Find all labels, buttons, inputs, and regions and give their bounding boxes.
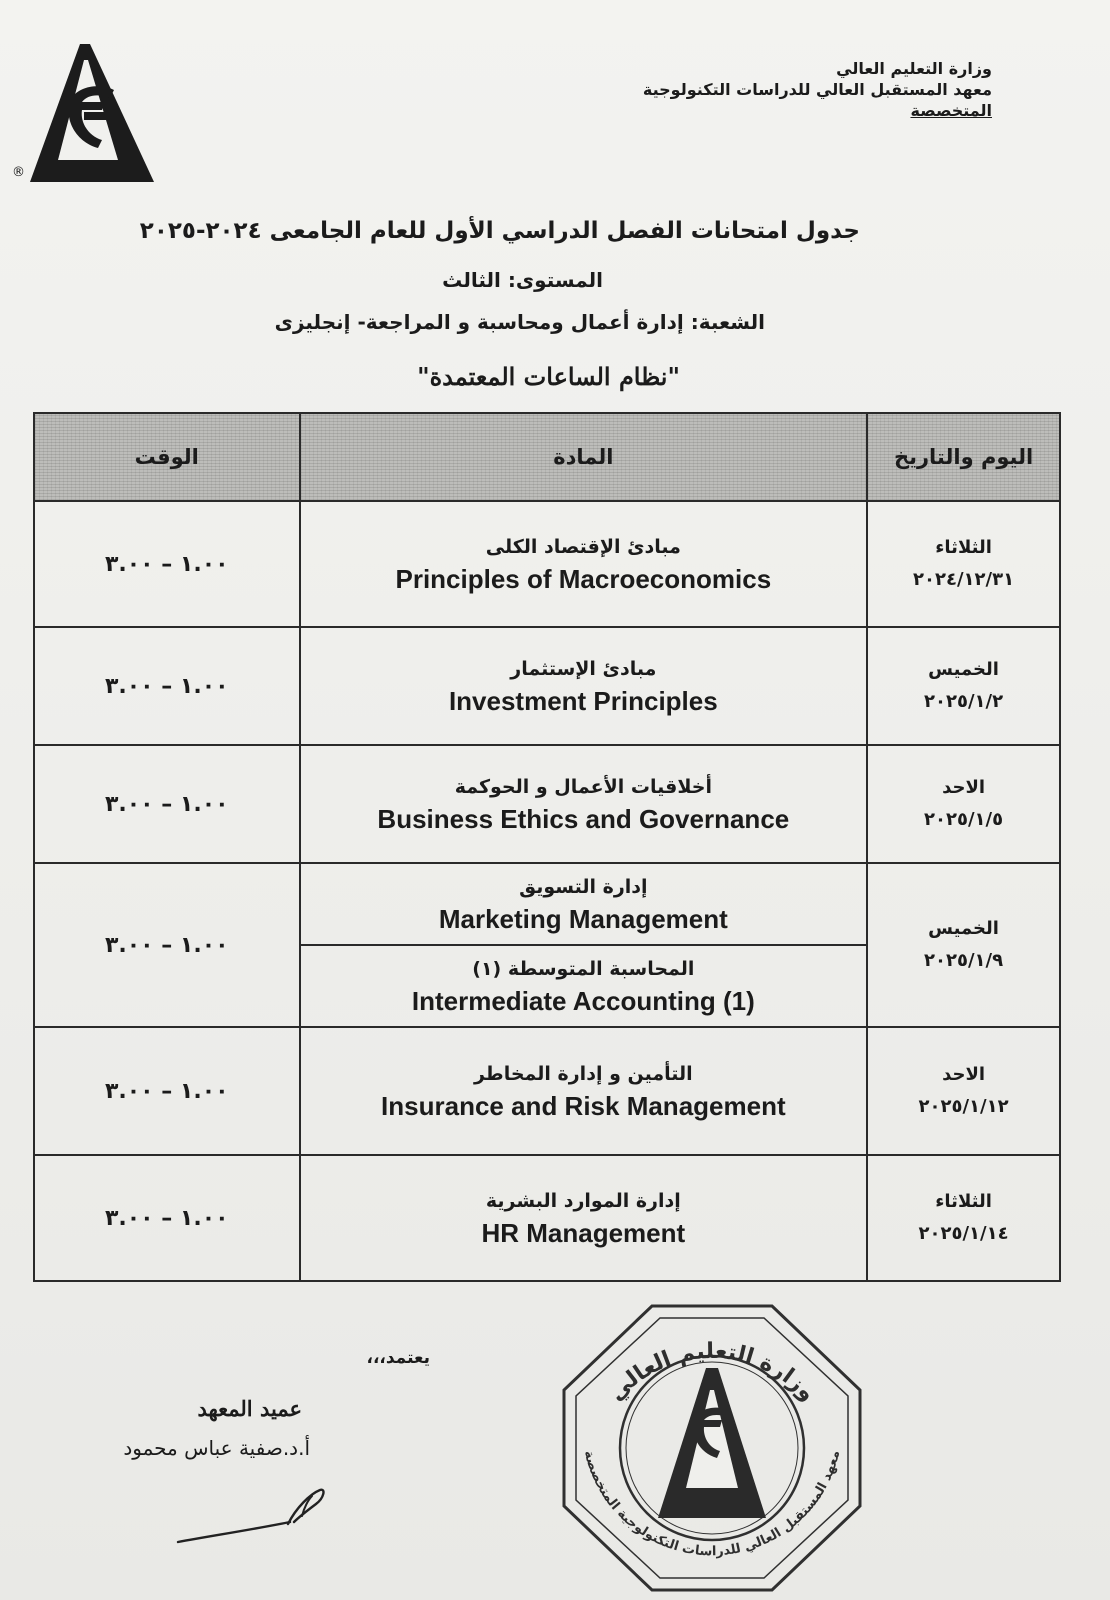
day-date-cell [867, 627, 1060, 745]
exam-date: ٢٠٢٥/١/١٢ [918, 1096, 1009, 1117]
exam-date: ٢٠٢٥/١/٢ [924, 691, 1004, 712]
subject-name-ar: المحاسبة المتوسطة (١) [472, 958, 695, 980]
subject-name-ar: أخلاقيات الأعمال و الحوكمة [454, 776, 712, 798]
subject-name-en: HR Management [481, 1218, 686, 1248]
table-row [34, 501, 1060, 627]
exam-time: ١.٠٠ – ٣.٠٠ [34, 1155, 300, 1281]
subject-cell [300, 945, 868, 1027]
dean-title: عميد المعهد [197, 1396, 302, 1421]
day-name: الخميس [928, 659, 999, 680]
registered-mark: ® [12, 165, 25, 180]
day-date-cell [867, 745, 1060, 863]
exam-date: ٢٠٢٤/١٢/٣١ [913, 569, 1015, 590]
stamp-ring-bottom: معهد المستقبل العالي للدراسات التكنولوجية المتخصصة [580, 1449, 844, 1560]
institution-header [643, 58, 992, 121]
credit-hours-system-label: "نظام الساعات المعتمدة" [417, 362, 680, 391]
institute-name-line2: المتخصصة [910, 101, 992, 120]
header-subject: المادة [300, 413, 868, 501]
institute-logo-icon [18, 40, 168, 190]
subject-cell [300, 1155, 868, 1281]
branch-label: الشعبة: إدارة أعمال ومحاسبة و المراجعة- إنجليزى [274, 310, 765, 334]
day-date-cell [867, 863, 1060, 1027]
institute-name: معهد المستقبل العالي للدراسات التكنولوجية [642, 80, 992, 99]
stamp-ring-top: وزارة التعليم العالي [604, 1338, 821, 1407]
signature-icon [170, 1478, 340, 1558]
exam-time: ١.٠٠ – ٣.٠٠ [34, 627, 300, 745]
exam-schedule-table [33, 412, 1061, 1282]
level-label: المستوى: الثالث [442, 268, 603, 292]
dean-name: أ.د.صفية عباس محمود [123, 1436, 310, 1460]
approval-label: يعتمد،،، [366, 1348, 430, 1368]
day-name: الثلاثاء [935, 537, 992, 558]
exam-time: ١.٠٠ – ٣.٠٠ [34, 863, 300, 1027]
table-row [34, 863, 1060, 945]
subject-cell [300, 501, 868, 627]
subject-name-ar: إدارة التسويق [519, 876, 648, 898]
day-date-cell [867, 1027, 1060, 1155]
header-time: الوقت [34, 413, 300, 501]
day-name: الخميس [928, 918, 999, 939]
subject-cell [300, 1027, 868, 1155]
table-row [34, 1027, 1060, 1155]
ministry-name: وزارة التعليم العالي [836, 59, 992, 78]
official-stamp-icon [552, 1298, 872, 1598]
exam-date: ٢٠٢٥/١/٩ [924, 950, 1004, 971]
subject-name-en: Intermediate Accounting (1) [411, 986, 755, 1016]
day-name: الثلاثاء [935, 1191, 992, 1212]
subject-cell [300, 627, 868, 745]
exam-time: ١.٠٠ – ٣.٠٠ [34, 501, 300, 627]
day-name: الاحد [942, 777, 986, 798]
subject-name-ar: إدارة الموارد البشرية [485, 1190, 681, 1212]
exam-time: ١.٠٠ – ٣.٠٠ [34, 1027, 300, 1155]
day-date-cell [867, 501, 1060, 627]
table-row [34, 745, 1060, 863]
exam-date: ٢٠٢٥/١/١٤ [918, 1223, 1009, 1244]
exam-date: ٢٠٢٥/١/٥ [924, 809, 1004, 830]
table-header-row [34, 413, 1060, 501]
subject-name-en: Principles of Macroeconomics [395, 564, 772, 594]
day-name: الاحد [942, 1064, 986, 1085]
table-row [34, 1155, 1060, 1281]
subject-name-ar: التأمين و إدارة المخاطر [473, 1063, 693, 1085]
table-row [34, 627, 1060, 745]
subject-cell [300, 863, 868, 945]
subject-name-en: Business Ethics and Governance [377, 804, 790, 834]
day-date-cell [867, 1155, 1060, 1281]
subject-name-en: Investment Principles [448, 686, 718, 716]
subject-name-ar: مبادئ الإستثمار [510, 658, 657, 680]
header-day-date: اليوم والتاريخ [867, 413, 1060, 501]
subject-name-ar: مبادئ الإقتصاد الكلى [485, 536, 681, 558]
exam-time: ١.٠٠ – ٣.٠٠ [34, 745, 300, 863]
subject-name-en: Insurance and Risk Management [381, 1091, 786, 1121]
schedule-title: جدول امتحانات الفصل الدراسي الأول للعام الجامعى ٢٠٢٤-٢٠٢٥ [139, 218, 860, 244]
subject-name-en: Marketing Management [438, 904, 728, 934]
subject-cell [300, 745, 868, 863]
